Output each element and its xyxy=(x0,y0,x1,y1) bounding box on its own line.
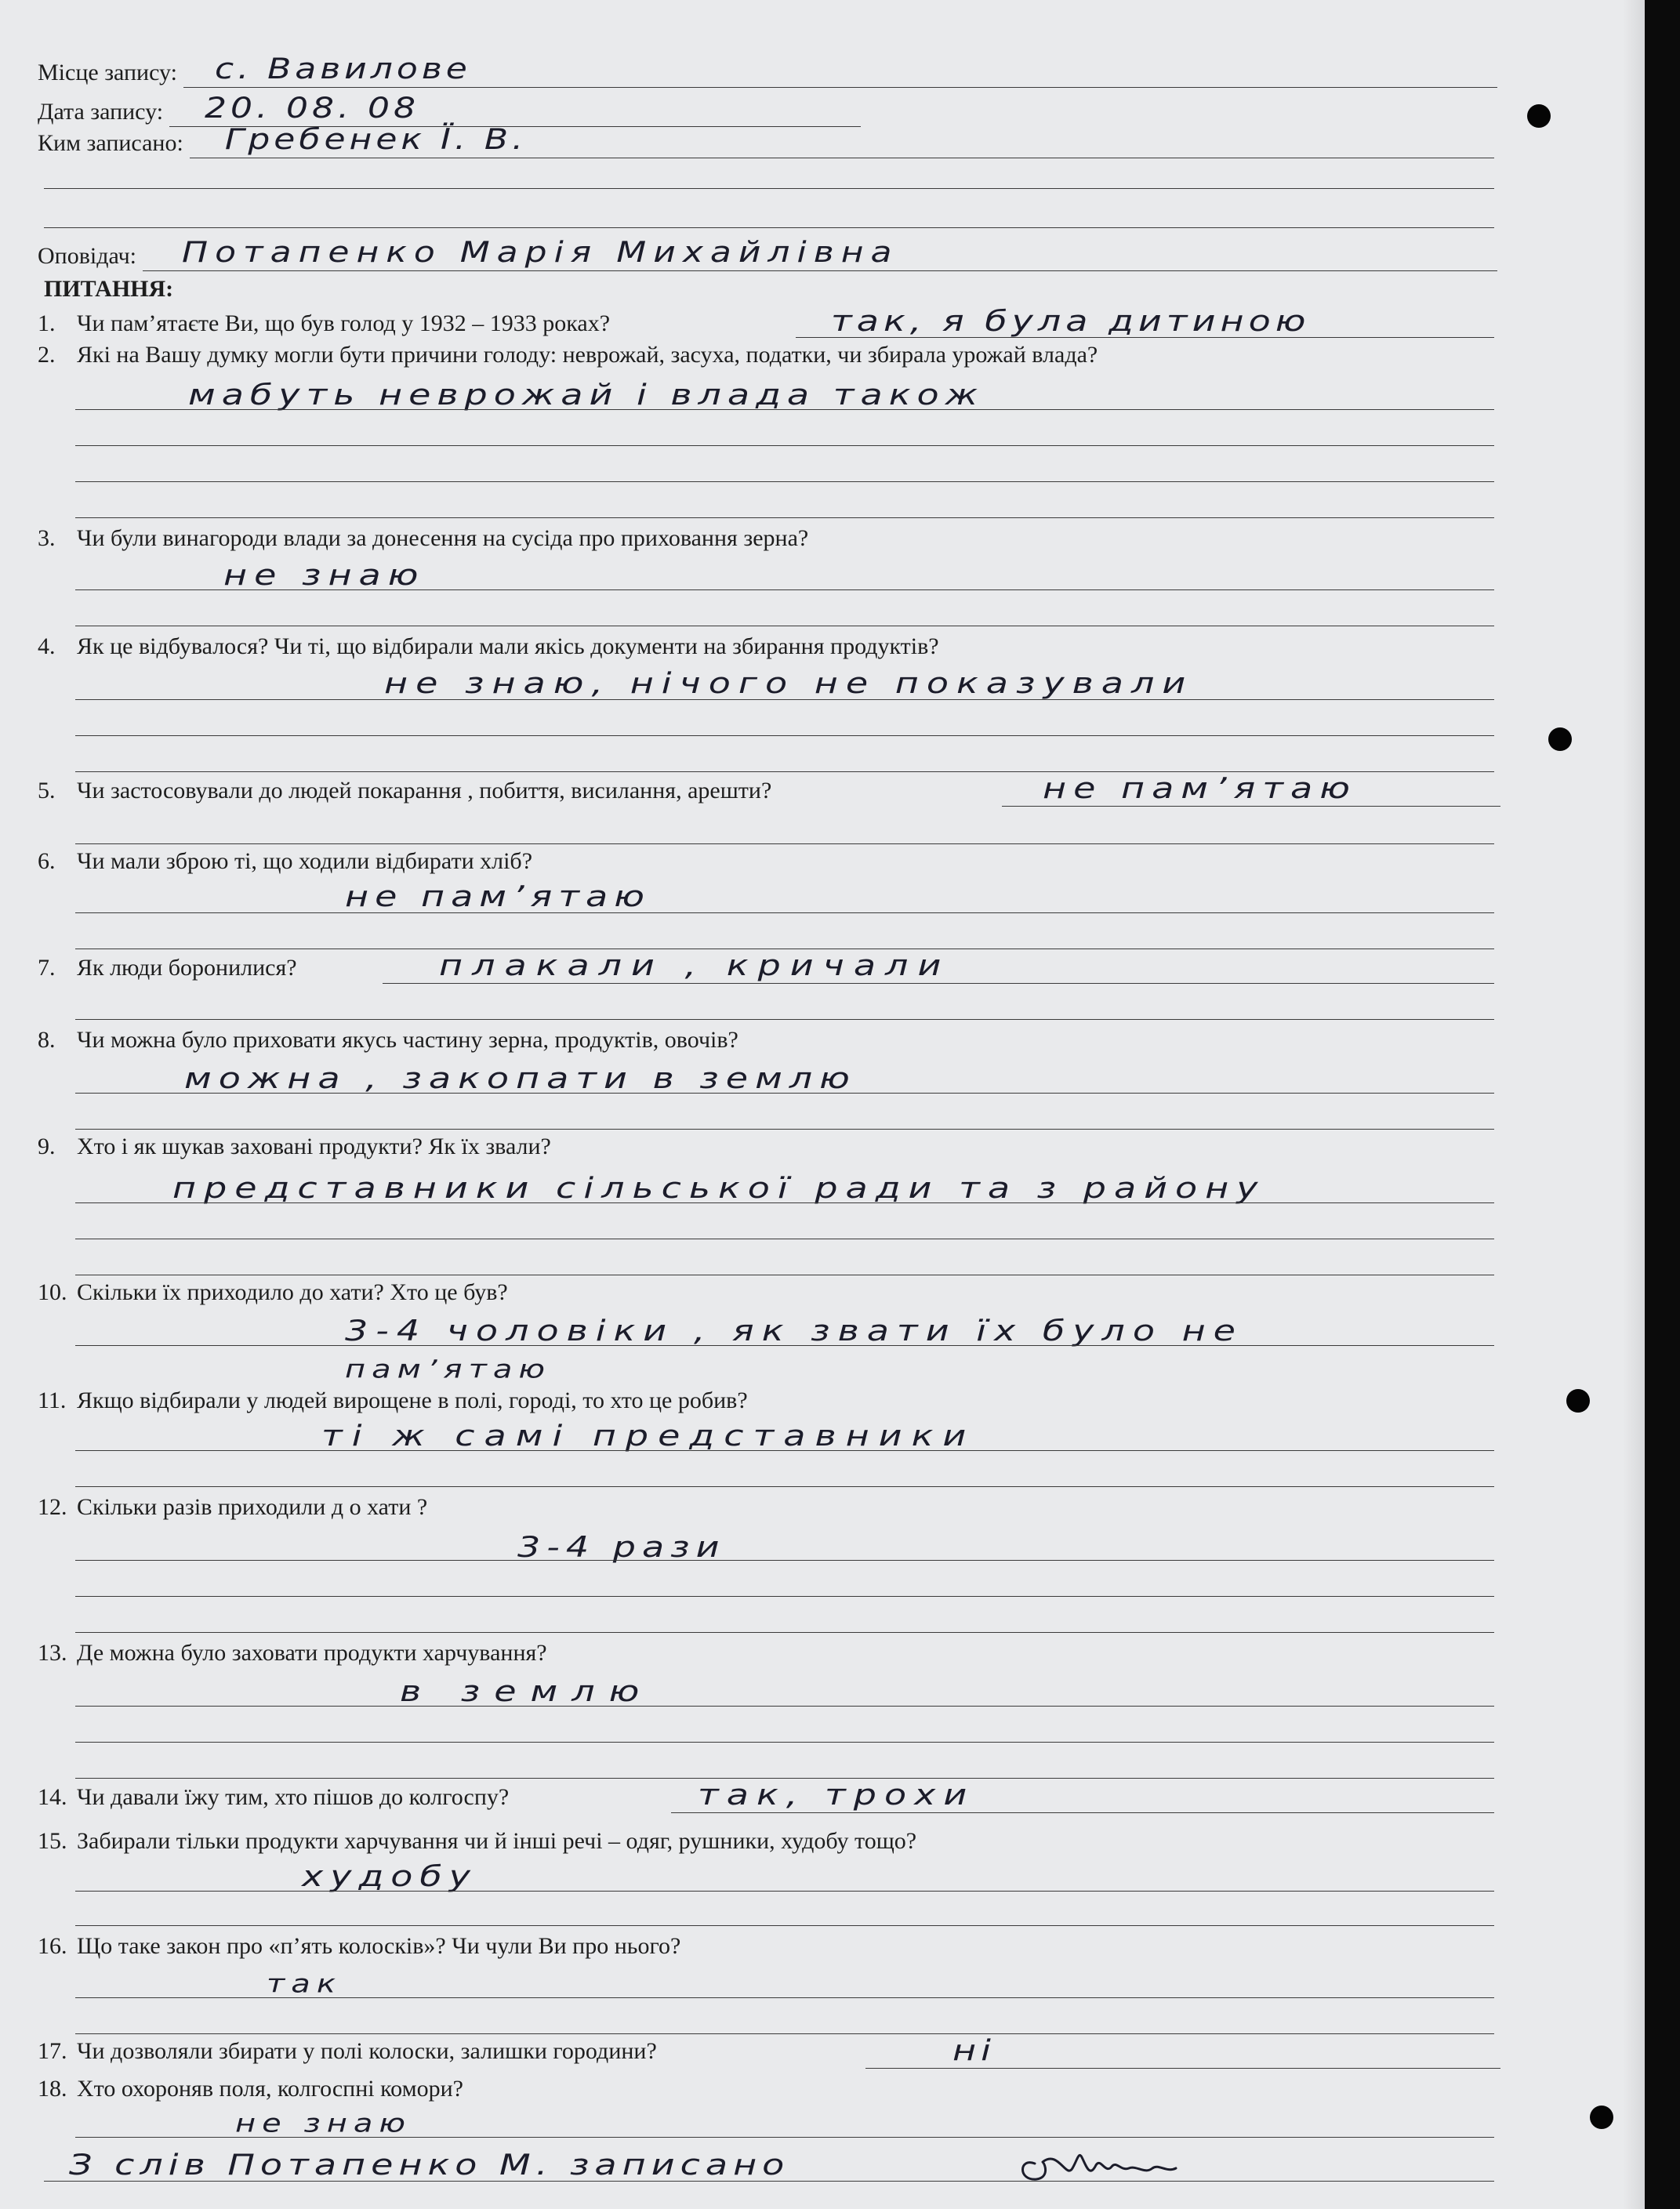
question-number: 4. xyxy=(38,633,56,659)
punch-hole-middle xyxy=(1548,727,1572,751)
answer-18: не знаю xyxy=(235,2109,412,2138)
question-5 xyxy=(38,778,771,804)
place-value: с. Вавилове xyxy=(214,53,471,85)
question-number: 17. xyxy=(38,2038,67,2064)
answer-7: плакали , кричали xyxy=(439,948,951,982)
blank-line xyxy=(44,227,1494,228)
narrator-row xyxy=(38,232,1497,271)
answer-line xyxy=(75,445,1494,446)
answer-line xyxy=(75,843,1494,844)
answer-5: не пам’ятаю xyxy=(1043,771,1357,805)
answer-14: так, трохи xyxy=(698,1777,975,1812)
answer-line xyxy=(75,1486,1494,1487)
answer-line xyxy=(75,1450,1494,1451)
answer-6: не пам’ятаю xyxy=(345,879,651,913)
question-7 xyxy=(38,955,297,981)
question-18 xyxy=(38,2076,463,2102)
question-number: 1. xyxy=(38,310,56,336)
question-text: Як люди боронилися? xyxy=(77,955,297,981)
question-number: 18. xyxy=(38,2076,67,2102)
answer-line xyxy=(75,1997,1494,1998)
question-text: Забирали тільки продукти харчування чи й інші речі – одяг, рушники, худобу тощо? xyxy=(77,1828,917,1854)
question-text: Скільки разів приходили д о хати ? xyxy=(77,1494,428,1520)
recorder-label: Ким записано: xyxy=(38,130,183,156)
answer-1: так, я була дитиною xyxy=(831,303,1311,338)
answer-line xyxy=(75,1925,1494,1926)
answer-8: можна , закопати в землю xyxy=(184,1061,857,1095)
question-text: Як це відбувалося? Чи ті, що відбирали мали якісь документи на збирання продуктів? xyxy=(77,633,939,659)
question-number: 11. xyxy=(38,1387,67,1413)
answer-line xyxy=(75,1706,1494,1707)
question-11 xyxy=(38,1387,748,1414)
answer-line xyxy=(75,1560,1494,1561)
punch-hole-lower xyxy=(1566,1389,1590,1413)
answer-line xyxy=(671,1812,1494,1813)
question-17 xyxy=(38,2038,657,2065)
punch-hole-top xyxy=(1527,104,1551,128)
question-number: 8. xyxy=(38,1027,56,1053)
answer-line xyxy=(1002,806,1500,807)
question-number: 7. xyxy=(38,955,56,981)
answer-line xyxy=(75,735,1494,736)
answer-10-continued: пам’ятаю xyxy=(345,1355,552,1384)
question-14 xyxy=(38,1784,509,1811)
question-text: Чи застосовували до людей покарання , побиття, висилання, арешти? xyxy=(77,778,772,803)
answer-line xyxy=(383,983,1494,984)
question-text: Чи можна було приховати якусь частину зерна, продуктів, овочів? xyxy=(77,1027,738,1053)
question-12 xyxy=(38,1494,427,1521)
question-text: Що таке закон про «п’ять колосків»? Чи чули Ви про нього? xyxy=(77,1933,681,1959)
answer-15: худобу xyxy=(302,1859,477,1893)
place-label: Місце запису: xyxy=(38,60,177,85)
answer-9: представники сільської ради та з району xyxy=(172,1170,1266,1205)
question-2 xyxy=(38,342,1098,368)
recorder-row xyxy=(38,119,1494,158)
answer-line xyxy=(75,2137,1494,2138)
question-text: Хто і як шукав заховані продукти? Як їх звали? xyxy=(77,1134,551,1159)
date-label: Дата запису: xyxy=(38,99,164,125)
answer-line xyxy=(75,1019,1494,1020)
question-3 xyxy=(38,525,808,552)
recorded-from-note: З слів Потапенко М. записано xyxy=(69,2147,790,2182)
question-number: 14. xyxy=(38,1784,67,1810)
question-number: 2. xyxy=(38,342,56,368)
answer-line xyxy=(75,1093,1494,1094)
answer-line xyxy=(75,2033,1494,2034)
question-15 xyxy=(38,1828,916,1855)
questions-heading: ПИТАННЯ: xyxy=(44,276,174,302)
question-number: 10. xyxy=(38,1279,67,1305)
answer-line xyxy=(75,1632,1494,1633)
blank-line xyxy=(44,188,1494,189)
place-field xyxy=(183,48,1497,88)
question-number: 6. xyxy=(38,848,56,874)
narrator-label: Оповідач: xyxy=(38,243,137,269)
answer-line xyxy=(75,699,1494,700)
question-text: Чи були винагороди влади за донесення на сусіда про приховання зерна? xyxy=(77,525,809,551)
question-text: Чи пам’ятаєте Ви, що був голод у 1932 – 1933 роках? xyxy=(77,310,611,336)
question-1 xyxy=(38,310,610,337)
question-9 xyxy=(38,1134,551,1160)
answer-2: мабуть неврожай і влада також xyxy=(188,377,985,412)
question-13 xyxy=(38,1640,547,1667)
answer-3: не знаю xyxy=(223,557,426,592)
answer-line xyxy=(75,912,1494,913)
answer-line xyxy=(75,1345,1494,1346)
question-text: Хто охороняв поля, колгоспні комори? xyxy=(77,2076,463,2102)
bottom-line xyxy=(44,2181,1494,2182)
answer-line xyxy=(865,2068,1500,2069)
narrator-field xyxy=(143,231,1497,271)
question-text: Чи мали зброю ті, що ходили відбирати хліб? xyxy=(77,848,533,874)
question-4 xyxy=(38,633,939,660)
answer-12: 3-4 рази xyxy=(517,1529,726,1564)
answer-line xyxy=(75,1596,1494,1597)
question-text: Якщо відбирали у людей вирощене в полі, городі, то хто це робив? xyxy=(77,1387,748,1413)
punch-hole-bottom xyxy=(1590,2106,1613,2129)
question-text: Чи дозволяли збирати у полі колоски, залишки городини? xyxy=(77,2038,657,2064)
question-number: 9. xyxy=(38,1134,56,1159)
question-text: Скільки їх приходило до хати? Хто це був? xyxy=(77,1279,508,1305)
question-text: Які на Вашу думку могли бути причини голоду: неврожай, засуха, податки, чи збирала урожай влада? xyxy=(77,342,1098,368)
place-row xyxy=(38,49,1497,88)
question-8 xyxy=(38,1027,738,1054)
question-16 xyxy=(38,1933,680,1960)
answer-line xyxy=(75,1891,1494,1892)
answer-line xyxy=(75,1129,1494,1130)
question-text: Де можна було заховати продукти харчування? xyxy=(77,1640,547,1666)
answer-line xyxy=(75,409,1494,410)
question-number: 16. xyxy=(38,1933,67,1959)
answer-13: в землю xyxy=(400,1674,654,1708)
question-number: 15. xyxy=(38,1828,67,1854)
question-text: Чи давали їжу тим, хто пішов до колгоспу? xyxy=(77,1784,510,1810)
answer-11: ті ж самі представники xyxy=(321,1418,976,1453)
answer-line xyxy=(75,517,1494,518)
answer-line xyxy=(75,1202,1494,1203)
question-number: 3. xyxy=(38,525,56,551)
recorder-value: Гребенек Ї. В. xyxy=(224,123,528,156)
question-6 xyxy=(38,848,532,875)
date-value: 20. 08. 08 xyxy=(205,92,419,125)
answer-4: не знаю, нічого не показували xyxy=(384,666,1194,700)
narrator-value: Потапенко Марія Михайлівна xyxy=(182,236,899,269)
answer-line xyxy=(75,1742,1494,1743)
answer-16: так xyxy=(267,1969,342,1999)
answer-line xyxy=(75,481,1494,482)
question-number: 12. xyxy=(38,1494,67,1520)
answer-10: 3-4 чоловіки , як звати їх було не xyxy=(345,1313,1243,1348)
question-number: 5. xyxy=(38,778,56,803)
answer-17: ні xyxy=(952,2033,996,2067)
question-10 xyxy=(38,1279,508,1306)
question-number: 13. xyxy=(38,1640,67,1666)
recorder-field xyxy=(190,118,1494,158)
answer-line xyxy=(75,589,1494,590)
